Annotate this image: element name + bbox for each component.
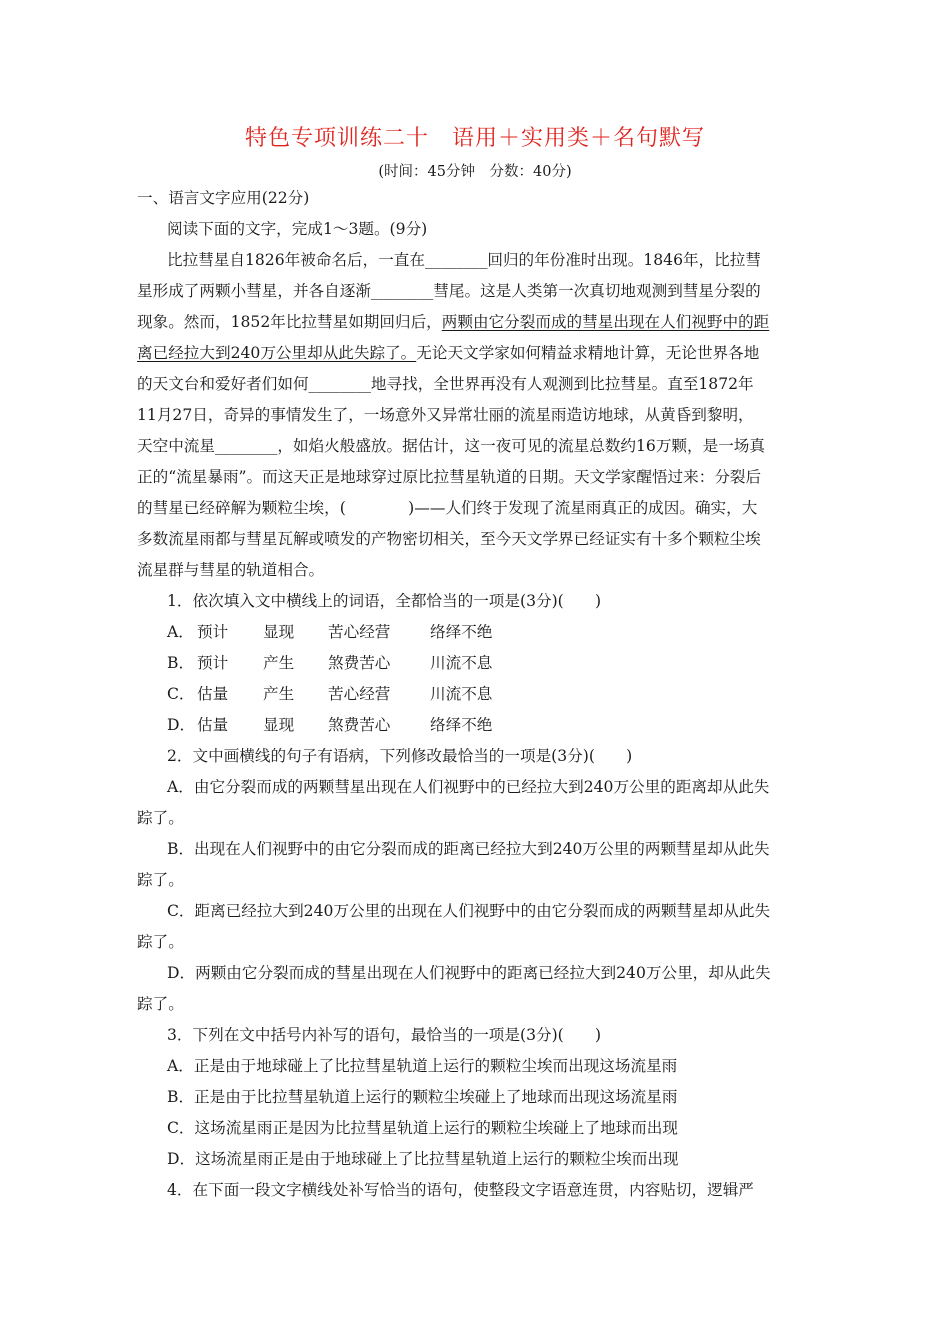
- option-label: B．: [167, 654, 195, 672]
- question-2-option-b-cont: 踪了。: [137, 871, 184, 889]
- passage-line: 比拉彗星自1826年被命名后，一直在________回归的年份准时出现。1846年，比拉彗: [167, 251, 761, 269]
- option-word: 产生: [263, 685, 295, 703]
- question-2-option-c-cont: 踪了。: [137, 933, 184, 951]
- question-3-stem: 3．下列在文中括号内补写的语句，最恰当的一项是(3分)( ): [167, 1026, 602, 1044]
- option-word: 产生: [263, 654, 295, 672]
- passage-line: 正的“流星暴雨”。而这天正是地球穿过原比拉彗星轨道的日期。天文学家醒悟过来：分裂后: [137, 468, 762, 486]
- option-word: 显现: [263, 716, 295, 734]
- passage-line: 流星群与彗星的轨道相合。: [137, 561, 325, 579]
- passage-text: 现象。然而，1852年比拉彗星如期回归后，: [137, 313, 442, 331]
- question-2-stem: 2．文中画横线的句子有语病，下列修改最恰当的一项是(3分)( ): [167, 747, 633, 765]
- passage-line: 的天文台和爱好者们如何________地寻找，全世界再没有人观测到比拉彗星。直至1872年: [137, 375, 754, 393]
- option-word: 显现: [263, 623, 295, 641]
- passage-line: 11月27日，奇异的事情发生了，一场意外又异常壮丽的流星雨造访地球，从黄昏到黎明，: [137, 406, 754, 424]
- question-2-option-a-cont: 踪了。: [137, 809, 184, 827]
- question-4-stem: 4．在下面一段文字横线处补写恰当的语句，使整段文字语意连贯，内容贴切，逻辑严: [167, 1181, 754, 1199]
- passage-line: [137, 342, 759, 364]
- option-word: 煞费苦心: [328, 716, 391, 734]
- option-word: 估量: [197, 716, 229, 734]
- option-word: 预计: [197, 654, 229, 672]
- option-word: 络绎不绝: [430, 623, 493, 641]
- passage-line: 星形成了两颗小彗星，并各自逐渐________彗尾。这是人类第一次真切地观测到彗星分裂的: [137, 282, 761, 300]
- question-3-option-d: D．这场流星雨正是由于地球碰上了比拉彗星轨道上运行的颗粒尘埃而出现: [167, 1150, 679, 1168]
- question-2-option-a: A．由它分裂而成的两颗彗星出现在人们视野中的已经拉大到240万公里的距离却从此失: [167, 778, 770, 796]
- question-2-option-d: D．两颗由它分裂而成的彗星出现在人们视野中的距离已经拉大到240万公里，却从此失: [167, 964, 771, 982]
- option-word: 预计: [197, 623, 229, 641]
- passage-line: [137, 311, 769, 333]
- option-label: D．: [167, 716, 196, 734]
- passage-line: 天空中流星________，如焰火般盛放。据估计，这一夜可见的流星总数约16万颗，是一场真: [137, 437, 765, 455]
- time-score-info: (时间：45分钟 分数：40分): [378, 164, 572, 180]
- document-title: 特色专项训练二十 语用＋实用类＋名句默写: [244, 126, 705, 151]
- question-3-option-c: C．这场流星雨正是因为比拉彗星轨道上运行的颗粒尘埃碰上了地球而出现: [167, 1119, 678, 1137]
- underlined-sentence: 两颗由它分裂而成的彗星出现在人们视野中的距: [441, 313, 770, 331]
- option-word: 苦心经营: [328, 685, 391, 703]
- question-2-option-b: B．出现在人们视野中的由它分裂而成的距离已经拉大到240万公里的两颗彗星却从此失: [167, 840, 770, 858]
- passage-line: 的彗星已经碎解为颗粒尘埃，( )——人们终于发现了流星雨真正的成因。确实，大: [137, 499, 758, 517]
- option-word: 估量: [197, 685, 229, 703]
- underlined-sentence: 离已经拉大到240万公里却从此失踪了。: [137, 344, 417, 362]
- question-3-option-a: A．正是由于地球碰上了比拉彗星轨道上运行的颗粒尘埃而出现这场流星雨: [167, 1057, 678, 1075]
- question-2-option-c: C．距离已经拉大到240万公里的出现在人们视野中的由它分裂而成的两颗彗星却从此失: [167, 902, 771, 920]
- question-1-stem: 1．依次填入文中横线上的词语，全都恰当的一项是(3分)( ): [167, 592, 602, 610]
- option-label: A．: [167, 623, 194, 641]
- passage-text: 无论天文学家如何精益求精地计算，无论世界各地: [416, 344, 760, 362]
- question-2-option-d-cont: 踪了。: [137, 995, 184, 1013]
- option-word: 络绎不绝: [430, 716, 493, 734]
- section-heading: 一、语言文字应用(22分): [137, 189, 310, 207]
- passage-line: 多数流星雨都与彗星瓦解或喷发的产物密切相关，至今天文学界已经证实有十多个颗粒尘埃: [137, 530, 761, 548]
- option-word: 苦心经营: [328, 623, 391, 641]
- question-3-option-b: B．正是由于比拉彗星轨道上运行的颗粒尘埃碰上了地球而出现这场流星雨: [167, 1088, 678, 1106]
- option-word: 川流不息: [430, 685, 493, 703]
- option-label: C．: [167, 685, 195, 703]
- option-word: 煞费苦心: [328, 654, 391, 672]
- reading-instruction: 阅读下面的文字，完成1～3题。(9分): [167, 220, 428, 238]
- option-word: 川流不息: [430, 654, 493, 672]
